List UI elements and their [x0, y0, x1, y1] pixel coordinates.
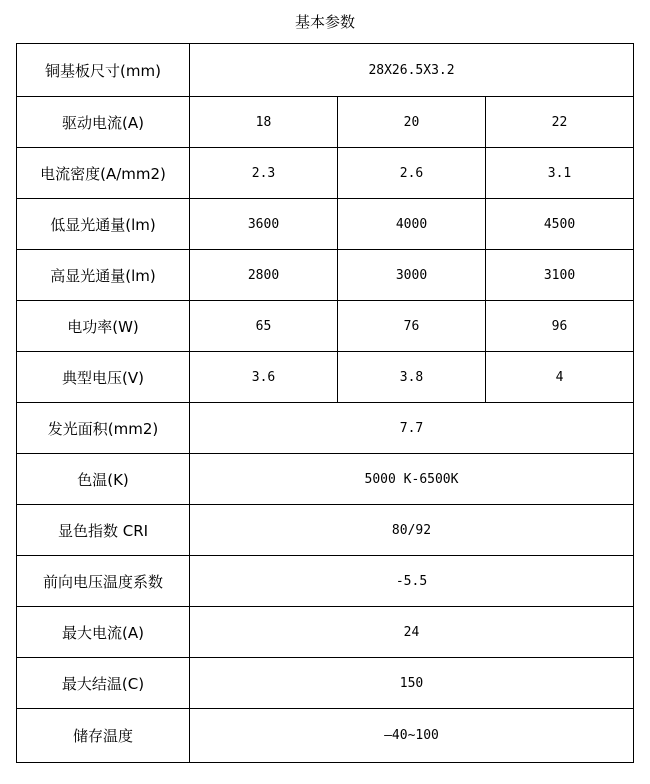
value-low-cri-flux-1: 3600: [190, 199, 338, 250]
value-drive-current-2: 20: [338, 97, 486, 148]
row-label-substrate-size: 铜基板尺寸(mm): [17, 44, 190, 97]
value-typical-voltage-3: 4: [486, 352, 634, 403]
value-drive-current-3: 22: [486, 97, 634, 148]
value-substrate-size: 28X26.5X3.2: [190, 44, 634, 97]
row-label-max-current: 最大电流(A): [17, 607, 190, 658]
row-label-current-density: 电流密度(A/mm2): [17, 148, 190, 199]
row-label-drive-current: 驱动电流(A): [17, 97, 190, 148]
value-storage-temp: —40~100: [190, 709, 634, 763]
table-row: [17, 301, 634, 352]
row-label-max-junction-temp: 最大结温(C): [17, 658, 190, 709]
table-row: [17, 607, 634, 658]
row-label-voltage-temp-coefficient: 前向电压温度系数: [17, 556, 190, 607]
table-row: [17, 250, 634, 301]
parameters-table: [16, 43, 634, 763]
value-low-cri-flux-3: 4500: [486, 199, 634, 250]
value-voltage-temp-coefficient: -5.5: [190, 556, 634, 607]
table-row: [17, 454, 634, 505]
row-label-storage-temp: 储存温度: [17, 709, 190, 763]
row-label-high-cri-flux: 高显光通量(lm): [17, 250, 190, 301]
value-power-3: 96: [486, 301, 634, 352]
value-color-temperature: 5000 K-6500K: [190, 454, 634, 505]
value-typical-voltage-2: 3.8: [338, 352, 486, 403]
value-current-density-2: 2.6: [338, 148, 486, 199]
table-row: [17, 403, 634, 454]
table-row: [17, 352, 634, 403]
table-title: 基本参数: [294, 13, 355, 31]
value-power-2: 76: [338, 301, 486, 352]
table-row: [17, 97, 634, 148]
value-emitting-area: 7.7: [190, 403, 634, 454]
value-high-cri-flux-3: 3100: [486, 250, 634, 301]
table-row: [17, 709, 634, 763]
row-label-color-temperature: 色温(K): [17, 454, 190, 505]
value-current-density-1: 2.3: [190, 148, 338, 199]
row-label-power: 电功率(W): [17, 301, 190, 352]
row-label-typical-voltage: 典型电压(V): [17, 352, 190, 403]
row-label-emitting-area: 发光面积(mm2): [17, 403, 190, 454]
table-row: [17, 505, 634, 556]
value-high-cri-flux-2: 3000: [338, 250, 486, 301]
table-row: [17, 556, 634, 607]
value-power-1: 65: [190, 301, 338, 352]
value-cri: 80/92: [190, 505, 634, 556]
table-row: [17, 658, 634, 709]
value-max-current: 24: [190, 607, 634, 658]
value-high-cri-flux-1: 2800: [190, 250, 338, 301]
value-typical-voltage-1: 3.6: [190, 352, 338, 403]
value-max-junction-temp: 150: [190, 658, 634, 709]
table-row: [17, 44, 634, 97]
value-low-cri-flux-2: 4000: [338, 199, 486, 250]
table-row: [17, 148, 634, 199]
row-label-low-cri-flux: 低显光通量(lm): [17, 199, 190, 250]
value-current-density-3: 3.1: [486, 148, 634, 199]
table-row: [17, 199, 634, 250]
row-label-cri: 显色指数 CRI: [17, 505, 190, 556]
value-drive-current-1: 18: [190, 97, 338, 148]
